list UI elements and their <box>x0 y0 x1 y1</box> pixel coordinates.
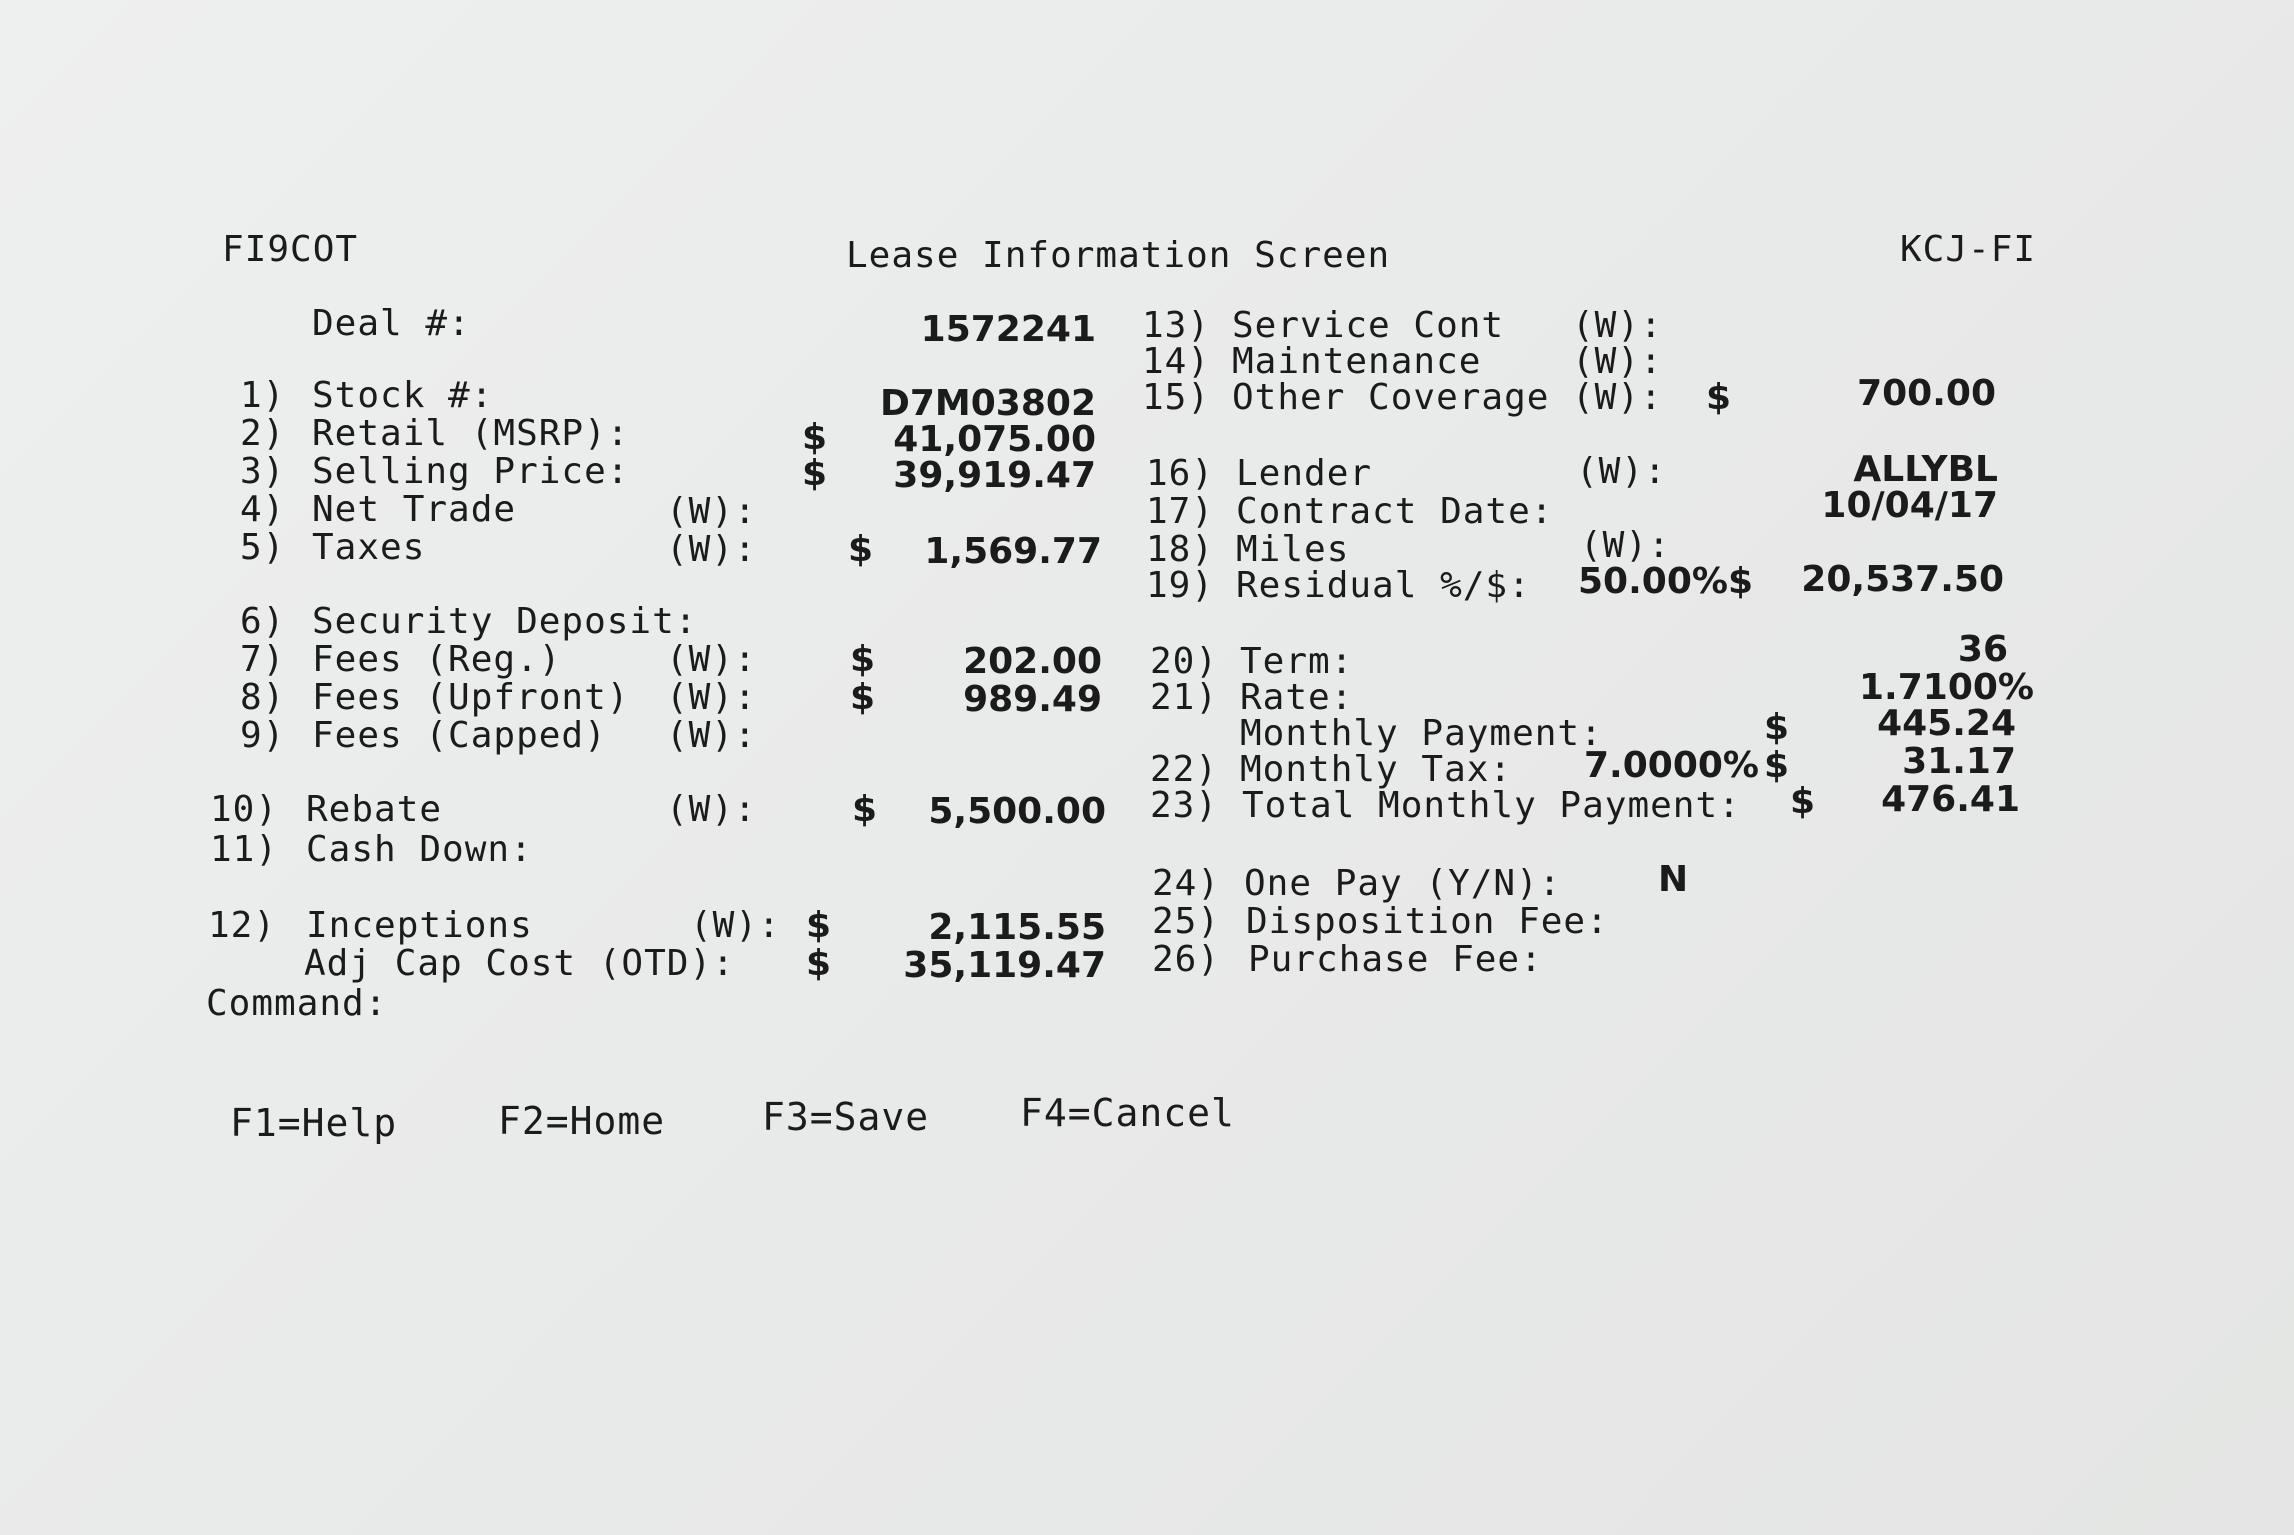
rate-value[interactable]: 1.7100% <box>1859 667 2034 708</box>
field-label: Total Monthly Payment: <box>1242 785 1741 826</box>
field-num: 19) <box>1146 565 1215 606</box>
dollar-sign: $ <box>1764 745 1790 786</box>
deal-label: Deal #: <box>312 303 471 344</box>
field-label: One Pay (Y/N): <box>1244 863 1562 904</box>
f1-help-key[interactable]: F1=Help <box>230 1101 398 1145</box>
field-num: 21) <box>1150 677 1219 718</box>
field-label: Other Coverage <box>1232 377 1550 418</box>
other-coverage-value[interactable]: 700.00 <box>1857 373 1996 414</box>
field-num: 3) <box>240 451 286 492</box>
system-id: KCJ-FI <box>1900 229 2037 270</box>
field-label: Monthly Tax: <box>1240 749 1513 790</box>
monthly-tax-rate-value[interactable]: 7.0000% <box>1584 745 1759 786</box>
field-label: Security Deposit: <box>312 601 698 642</box>
field-label: Retail (MSRP): <box>312 413 630 454</box>
field-num: 11) <box>210 829 279 870</box>
fees-upfront-value[interactable]: 989.49 <box>963 679 1102 720</box>
field-label: Service Cont <box>1232 305 1505 346</box>
stock-number-value[interactable]: D7M03802 <box>880 383 1096 424</box>
monthly-payment-value[interactable]: 445.24 <box>1877 703 2016 744</box>
waive-flag: (W): <box>666 677 757 718</box>
field-num: 2) <box>240 413 286 454</box>
field-num: 17) <box>1146 491 1215 532</box>
field-num: 18) <box>1146 529 1215 570</box>
field-label: Inceptions <box>306 905 533 946</box>
field-num: 15) <box>1142 377 1211 418</box>
field-label: Stock #: <box>312 375 494 416</box>
field-label: Taxes <box>312 527 426 568</box>
waive-flag: (W): <box>666 491 757 532</box>
retail-msrp-value[interactable]: 41,075.00 <box>893 419 1096 460</box>
rebate-value[interactable]: 5,500.00 <box>928 791 1106 832</box>
f4-cancel-key[interactable]: F4=Cancel <box>1020 1091 1235 1135</box>
residual-dollar-value[interactable]: 20,537.50 <box>1801 559 2004 600</box>
residual-percent-value[interactable]: 50.00%$ <box>1578 561 1753 602</box>
field-label: Maintenance <box>1232 341 1482 382</box>
field-label: Rate: <box>1240 677 1354 718</box>
command-label: Command: <box>206 983 388 1024</box>
field-label: Cash Down: <box>306 829 533 870</box>
field-num: 23) <box>1150 785 1219 826</box>
waive-flag: (W): <box>666 789 757 830</box>
dollar-sign: $ <box>802 453 828 494</box>
field-label: Term: <box>1240 641 1354 682</box>
field-num: 7) <box>240 639 286 680</box>
field-label: Monthly Payment: <box>1240 713 1603 754</box>
field-num: 25) <box>1152 901 1221 942</box>
field-label: Net Trade <box>312 489 517 530</box>
dollar-sign: $ <box>1706 377 1732 418</box>
waive-flag: (W): <box>1572 341 1663 382</box>
field-num: 1) <box>240 375 286 416</box>
field-label: Purchase Fee: <box>1248 939 1543 980</box>
field-num: 5) <box>240 527 286 568</box>
waive-flag: (W): <box>690 905 781 946</box>
taxes-value[interactable]: 1,569.77 <box>924 531 1102 572</box>
fees-reg-value[interactable]: 202.00 <box>963 641 1102 682</box>
field-num: 8) <box>240 677 286 718</box>
waive-flag: (W): <box>666 715 757 756</box>
deal-value[interactable]: 1572241 <box>920 309 1096 350</box>
contract-date-value[interactable]: 10/04/17 <box>1821 485 1998 526</box>
dollar-sign: $ <box>802 417 828 458</box>
screen-title: Lease Information Screen <box>846 235 1391 276</box>
monthly-tax-value[interactable]: 31.17 <box>1902 741 2016 782</box>
field-label: Residual %/$: <box>1236 565 1531 606</box>
waive-flag: (W): <box>1572 377 1663 418</box>
waive-flag: (W): <box>666 639 757 680</box>
field-num: 10) <box>210 789 279 830</box>
adj-cap-cost-value[interactable]: 35,119.47 <box>903 945 1106 986</box>
field-num: 24) <box>1152 863 1221 904</box>
field-num: 9) <box>240 715 286 756</box>
field-num: 22) <box>1150 749 1219 790</box>
waive-flag: (W): <box>1576 451 1667 492</box>
lender-value[interactable]: ALLYBL <box>1853 449 1998 490</box>
term-value[interactable]: 36 <box>1957 629 2008 670</box>
field-label: Fees (Upfront) <box>312 677 630 718</box>
command-input[interactable] <box>410 984 1310 1024</box>
field-label: Lender <box>1236 453 1373 494</box>
field-num: 14) <box>1142 341 1211 382</box>
field-label: Selling Price: <box>312 451 630 492</box>
field-num: 6) <box>240 601 286 642</box>
f3-save-key[interactable]: F3=Save <box>762 1095 930 1139</box>
dollar-sign: $ <box>852 789 878 830</box>
field-num: 13) <box>1142 305 1211 346</box>
field-label: Miles <box>1236 529 1350 570</box>
field-label: Contract Date: <box>1236 491 1554 532</box>
waive-flag: (W): <box>1580 525 1671 566</box>
field-label: Adj Cap Cost (OTD): <box>304 943 735 984</box>
waive-flag: (W): <box>1572 305 1663 346</box>
dollar-sign: $ <box>806 905 832 946</box>
one-pay-value[interactable]: N <box>1658 859 1689 900</box>
waive-flag: (W): <box>666 529 757 570</box>
inceptions-value[interactable]: 2,115.55 <box>928 907 1106 948</box>
dollar-sign: $ <box>848 529 874 570</box>
dollar-sign: $ <box>1790 781 1816 822</box>
field-num: 12) <box>208 905 277 946</box>
dollar-sign: $ <box>1764 707 1790 748</box>
dollar-sign: $ <box>850 639 876 680</box>
field-label: Fees (Capped) <box>312 715 607 756</box>
dollar-sign: $ <box>806 943 832 984</box>
dollar-sign: $ <box>850 677 876 718</box>
total-monthly-payment-value[interactable]: 476.41 <box>1881 779 2020 820</box>
field-num: 20) <box>1150 641 1219 682</box>
field-label: Disposition Fee: <box>1246 901 1609 942</box>
field-num: 16) <box>1146 453 1215 494</box>
screen-id: FI9COT <box>222 229 359 270</box>
selling-price-value[interactable]: 39,919.47 <box>893 455 1096 496</box>
field-num: 26) <box>1152 939 1221 980</box>
f2-home-key[interactable]: F2=Home <box>498 1099 666 1143</box>
field-label: Rebate <box>306 789 443 830</box>
field-num: 4) <box>240 489 286 530</box>
field-label: Fees (Reg.) <box>312 639 562 680</box>
